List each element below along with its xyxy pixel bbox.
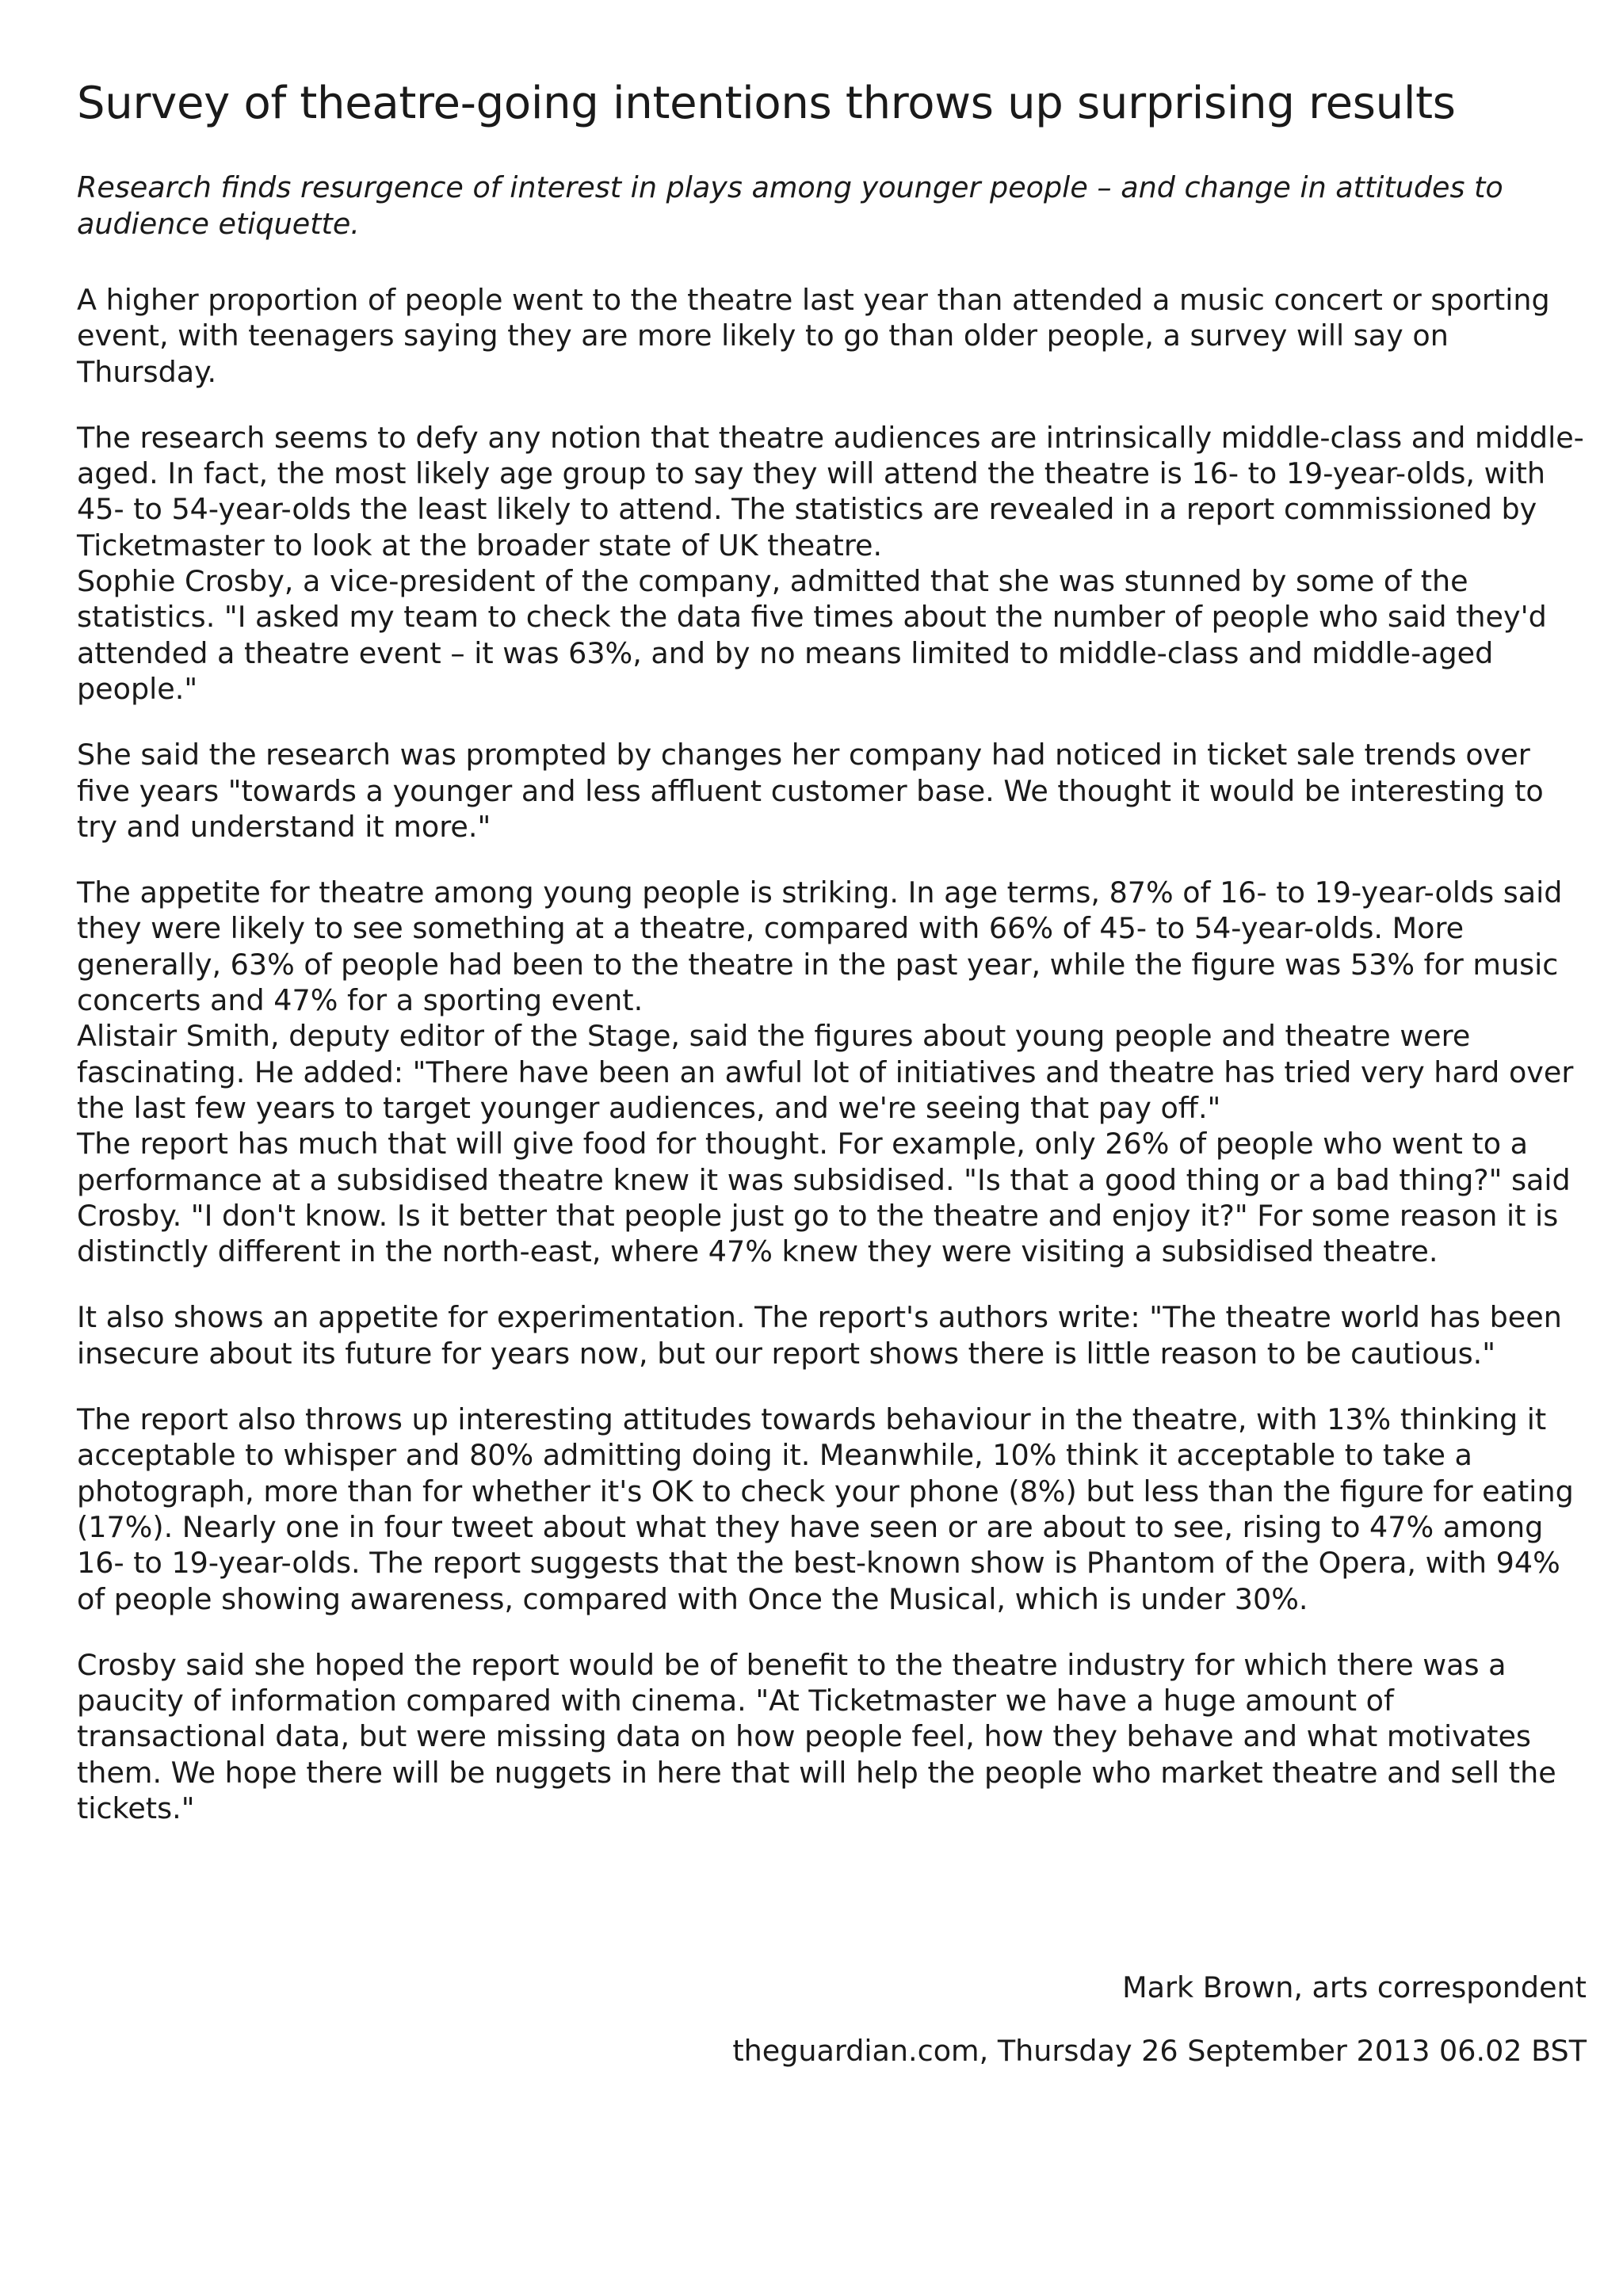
paragraph: Alistair Smith, deputy editor of the Stage, said the figures about young people and theatre were fascinating. He added: "There have been an awful lot of initiatives and theatre has tried very hard over the last few years to target younger audiences, and we're seeing that pay off." (77, 1019, 1574, 1125)
paragraph: The appetite for theatre among young people is striking. In age terms, 87% of 16- to 19-year-olds said they were likely to see something at a theatre, compared with 66% of 45- to 54-year-olds. More generally, 63% of people had been to the theatre in the past year, while the figure was 53% for music concerts and 47% for a sporting event. (77, 875, 1563, 1018)
article (77, 76, 1587, 2068)
article-byline: Mark Brown, arts correspondent (1122, 1970, 1587, 2004)
article-headline: Survey of theatre-going intentions throws up surprising results (77, 78, 1456, 129)
paragraph: The report also throws up interesting attitudes towards behaviour in the theatre, with 13% thinking it acceptable to whisper and 80% admitting doing it. Meanwhile, 10% think it acceptable to take a photograph, more than for whether it's OK to check your phone (8%) but less than the figure for eating (17%). Nearly one in four tweet about what they have seen or are about to see, rising to 47% among 16- to 19-year-olds. The report suggests that the best-known show is Phantom of the Opera, with 94% of people showing awareness, compared with Once the Musical, which is under 30%. (77, 1402, 1574, 1616)
paragraph: Crosby said she hoped the report would be of benefit to the theatre industry for which there was a paucity of information compared with cinema. "At Ticketmaster we have a huge amount of transactional data, but were missing data on how people feel, how they behave and what motivates them. We hope there will be nuggets in here that will help the people who market theatre and sell the tickets." (77, 1647, 1556, 1825)
paragraph: Sophie Crosby, a vice-president of the company, admitted that she was stunned by some of the statistics. "I asked my team to check the data five times about the number of people who said they'd attended a theatre event – it was 63%, and by no means limited to middle-class and middle-aged people." (77, 564, 1547, 706)
article-body (77, 282, 1587, 1826)
paragraph: The report has much that will give food for thought. For example, only 26% of people who went to a performance at a subsidised theatre knew it was subsidised. "Is that a good thing or a bad thing?" said Crosby. "I don't know. Is it better that people just go to the theatre and enjoy it?" For some reason it is distinctly different in the north-east, where 47% knew they were visiting a subsidised theatre. (77, 1127, 1571, 1269)
article-standfirst: Research finds resurgence of interest in plays among younger people – and change in attitudes to audience etiquette. (77, 170, 1503, 241)
paragraph: It also shows an appetite for experimentation. The report's authors write: "The theatre world has been insecure about its future for years now, but our report shows there is little reason to be cautious." (77, 1300, 1562, 1371)
paragraph: She said the research was prompted by changes her company had noticed in ticket sale trends over five years "towards a younger and less affluent customer base. We thought it would be interesting to try and understand it more." (77, 738, 1544, 844)
paragraph: The research seems to defy any notion that theatre audiences are intrinsically middle-class and middle-aged. In fact, the most likely age group to say they will attend the theatre is 16- to 19-year-olds, with 45- to 54-year-olds the least likely to attend. The statistics are revealed in a report commissioned by Ticketmaster to look at the broader state of UK theatre. (77, 420, 1584, 563)
article-source-dateline: theguardian.com, Thursday 26 September 2013 06.02 BST (732, 2034, 1587, 2068)
paragraph: A higher proportion of people went to the theatre last year than attended a music concert or sporting event, with teenagers saying they are more likely to go than older people, a survey will say on Thursday. (77, 283, 1550, 389)
